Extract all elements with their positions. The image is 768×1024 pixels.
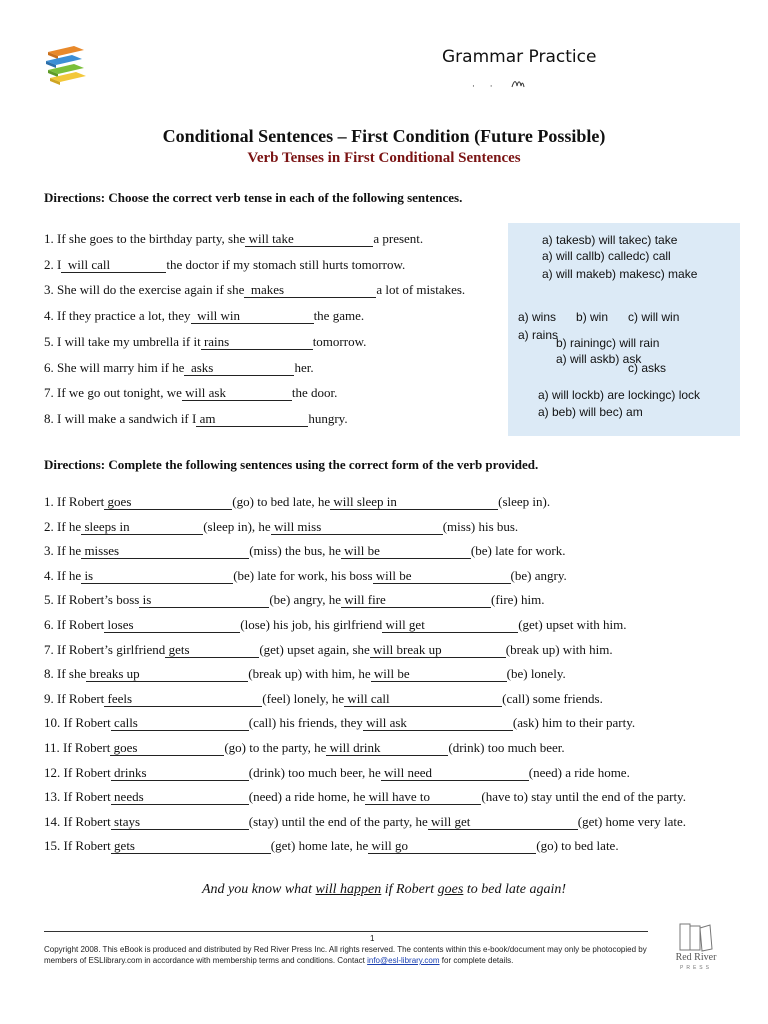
sentence-text-after: a present. (373, 231, 424, 246)
options-box (508, 223, 740, 436)
answer-blank[interactable]: feels (104, 692, 262, 707)
answer-blank[interactable]: asks (184, 361, 294, 376)
sentence-text: 3. She will do the exercise again if she (44, 282, 245, 298)
contact-email-link[interactable]: info@esl-library.com (367, 956, 440, 965)
directions-section-2: Directions: Complete the following sentences using the correct form of the verb provided. (44, 457, 539, 472)
directions-section-1: Directions: Choose the correct verb tense in each of the following sentences. (44, 190, 463, 205)
sentence-row (44, 519, 518, 535)
answer-blank[interactable]: will need (381, 766, 529, 781)
answer-blank[interactable]: loses (104, 618, 240, 633)
answer-blank[interactable]: drinks (111, 766, 249, 781)
sentence-text: (sleep in). (498, 494, 551, 509)
answer-blank[interactable]: will take (245, 232, 373, 247)
options-6b: c) asks (628, 361, 667, 375)
sentence-row (44, 765, 630, 781)
answer-blank[interactable]: will break up (370, 643, 506, 658)
answer-blank[interactable]: will get (428, 815, 578, 830)
options-7: a) will lockb) are lockingc) lock (538, 388, 701, 402)
answer-blank[interactable]: will fire (341, 593, 491, 608)
sentence-text: 7. If we go out tonight, we (44, 385, 182, 401)
sentence-text: 6. If Robert (44, 617, 105, 632)
sentence-row (44, 568, 567, 584)
header-dots: . . (472, 79, 499, 90)
sentence-row (44, 231, 423, 247)
answer-blank[interactable]: will be (371, 667, 507, 682)
closing-underline-1: will happen (315, 882, 382, 897)
sentence-text: 8. I will make a sandwich if I (44, 410, 197, 426)
page-number: 1 (370, 934, 375, 943)
page-subtitle: Verb Tenses in First Conditional Sentences (247, 150, 521, 166)
copyright-text: Copyright 2008. This eBook is produced and distributed by Red River Press Inc. All rights reserved. The contents within this e-book/document may only be photocopied by members of ESLlibrary.com in accordance with membership terms and conditions. Contact (44, 945, 647, 965)
footer-divider (44, 931, 648, 932)
sentence-text: 10. If Robert (44, 715, 111, 731)
options-1: a) takesb) will takec) take (542, 233, 678, 247)
answer-blank[interactable]: gets (165, 643, 259, 658)
options-2: a) will callb) calledc) call (542, 249, 671, 263)
sentence-text: (ask) him to their party. (512, 715, 636, 731)
options-5b: b) rainingc) will rain (556, 336, 660, 350)
copyright-notice (44, 944, 654, 966)
sentence-text: (have to) stay until the end of the party. (481, 789, 686, 805)
header-marks (472, 79, 525, 90)
sentence-text: (be) late for work, his boss (233, 567, 373, 583)
answer-blank[interactable]: will drink (326, 741, 448, 756)
sentence-text: (go) to the party, he (224, 740, 327, 755)
sentence-text-after: her. (294, 359, 314, 375)
sentence-text: 13. If Robert (44, 789, 111, 805)
sentence-row (44, 308, 364, 324)
sentence-text: (sleep in), he (203, 518, 271, 534)
closing-underline-2: goes (437, 882, 464, 897)
sentence-text: 4. If they practice a lot, they (44, 308, 191, 324)
sentence-text: 4. If he (44, 567, 82, 583)
sentence-text-after: tomorrow. (312, 333, 367, 349)
sentence-row (44, 617, 627, 633)
sentence-text: (fire) him. (491, 592, 545, 608)
answer-blank[interactable]: stays (111, 815, 249, 830)
answer-blank[interactable]: will have to (365, 790, 481, 805)
sentence-row (44, 592, 544, 608)
answer-blank[interactable]: will sleep in (330, 495, 498, 510)
sentence-text: (miss) the bus, he (249, 543, 341, 559)
sentence-text-after: the game. (313, 308, 365, 324)
sentence-row (44, 691, 603, 707)
sentence-text: 5. I will take my umbrella if it (44, 333, 201, 349)
closing-part-2: if Robert (381, 882, 438, 897)
sentence-text: (be) late for work. (470, 543, 566, 559)
sentence-text: (get) upset with him. (518, 617, 627, 632)
sentence-text: (go) to bed late, he (232, 494, 331, 509)
answer-blank[interactable]: will miss (271, 520, 443, 535)
sentence-text: (call) his friends, they (248, 715, 363, 731)
sentence-row (44, 789, 686, 805)
sentence-row (44, 814, 686, 830)
sentence-row (44, 282, 465, 298)
answer-blank[interactable]: will win (191, 309, 314, 324)
answer-blank[interactable]: is (139, 593, 269, 608)
sentence-text: 2. I (44, 256, 62, 272)
sentence-text: 7. If Robert’s girlfriend (44, 641, 166, 657)
sentence-text: (get) home late, he (270, 838, 369, 854)
sentence-text: (drink) too much beer. (448, 740, 565, 755)
sentence-text: (get) upset again, she (259, 641, 370, 657)
sentence-text: 1. If she goes to the birthday party, she (44, 231, 246, 246)
closing-part-3: to bed late again! (463, 882, 566, 897)
sentence-text: 1. If Robert (44, 494, 105, 509)
closing-part-1: And you know what (202, 882, 316, 897)
sentence-row (44, 257, 405, 273)
answer-blank[interactable]: makes (244, 283, 376, 298)
closing-line (0, 882, 768, 898)
sentence-text: 8. If she (44, 666, 87, 682)
sentence-text: (miss) his bus. (442, 518, 519, 534)
answer-blank[interactable]: sleeps in (81, 520, 203, 535)
answer-blank[interactable]: is (81, 569, 233, 584)
sentence-text-after: a lot of mistakes. (376, 282, 466, 298)
answer-blank[interactable]: will ask (363, 716, 513, 731)
sentence-row (44, 838, 619, 854)
sentence-row (44, 411, 348, 427)
answer-blank[interactable]: will go (368, 839, 536, 854)
answer-blank[interactable]: goes (110, 741, 224, 756)
sentence-text: (lose) his job, his girlfriend (240, 617, 383, 632)
sentence-text: (need) a ride home, he (248, 789, 366, 805)
sentence-row (44, 385, 337, 401)
sentence-text: (get) home very late. (577, 813, 687, 829)
sentence-text: (feel) lonely, he (262, 690, 345, 706)
sentence-text: 3. If he (44, 543, 82, 559)
sentence-text: 14. If Robert (44, 813, 111, 829)
sentence-text: 9. If Robert (44, 690, 105, 706)
answer-blank[interactable]: will get (382, 618, 518, 633)
options-3: a) will makeb) makesc) make (542, 267, 698, 281)
answer-blank[interactable]: rains (201, 335, 313, 350)
answer-blank[interactable]: misses (81, 544, 249, 559)
sentence-row (44, 494, 550, 510)
answer-blank[interactable]: calls (111, 716, 249, 731)
sentence-text: 15. If Robert (44, 838, 111, 854)
books-logo-icon (44, 42, 88, 88)
sentence-text: 12. If Robert (44, 764, 111, 780)
sentence-text: (break up) with him. (505, 641, 613, 657)
sentence-text: (break up) with him, he (248, 666, 371, 682)
sentence-text: (need) a ride home. (528, 764, 630, 780)
sentence-row (44, 334, 366, 350)
page-title: Conditional Sentences – First Condition (Future Possible) (162, 126, 606, 146)
sentence-text-after: the door. (291, 385, 338, 401)
answer-blank[interactable]: will call (344, 692, 502, 707)
answer-blank[interactable]: gets (111, 839, 271, 854)
publisher-sub: PRESS (680, 965, 712, 971)
sentence-text: (stay) until the end of the party, he (248, 813, 428, 829)
scribble-icon (511, 79, 525, 89)
sentence-text: (be) angry, he (269, 592, 342, 608)
options-4: a) wins b) win c) will win (518, 310, 680, 324)
publisher-name: Red River (675, 952, 717, 963)
header-title: Grammar Practice (442, 47, 597, 67)
answer-blank[interactable]: goes (104, 495, 232, 510)
sentence-text: 2. If he (44, 518, 82, 534)
options-6a: a) will askb) ask (556, 352, 642, 366)
sentence-row (44, 642, 613, 658)
sentence-row (44, 360, 314, 376)
sentence-text-after: hungry. (308, 410, 348, 426)
sentence-text: 11. If Robert (44, 740, 111, 755)
options-8: a) beb) will bec) am (538, 405, 643, 419)
sentence-text: 6. She will marry him if he (44, 359, 185, 375)
answer-blank[interactable]: am (196, 412, 308, 427)
answer-blank[interactable]: will call (61, 258, 166, 273)
answer-blank[interactable]: will ask (182, 386, 292, 401)
sentence-text: (go) to bed late. (536, 838, 619, 854)
answer-blank[interactable]: will be (341, 544, 471, 559)
sentence-text: (be) angry. (510, 567, 567, 583)
sentence-row (44, 715, 635, 731)
sentence-text: 5. If Robert’s boss (44, 592, 140, 608)
answer-blank[interactable]: breaks up (86, 667, 248, 682)
answer-blank[interactable]: needs (111, 790, 249, 805)
sentence-row (44, 740, 565, 756)
copyright-tail: for complete details. (439, 956, 514, 965)
sentence-text: (call) some friends. (502, 690, 603, 706)
sentence-text: (be) lonely. (506, 666, 566, 682)
sentence-text-after: the doctor if my stomach still hurts tomorrow. (166, 256, 406, 272)
sentence-row (44, 543, 565, 559)
options-5a: a) rains (518, 328, 559, 342)
sentence-row (44, 666, 566, 682)
answer-blank[interactable]: will be (373, 569, 511, 584)
sentence-text: (drink) too much beer, he (248, 764, 381, 780)
